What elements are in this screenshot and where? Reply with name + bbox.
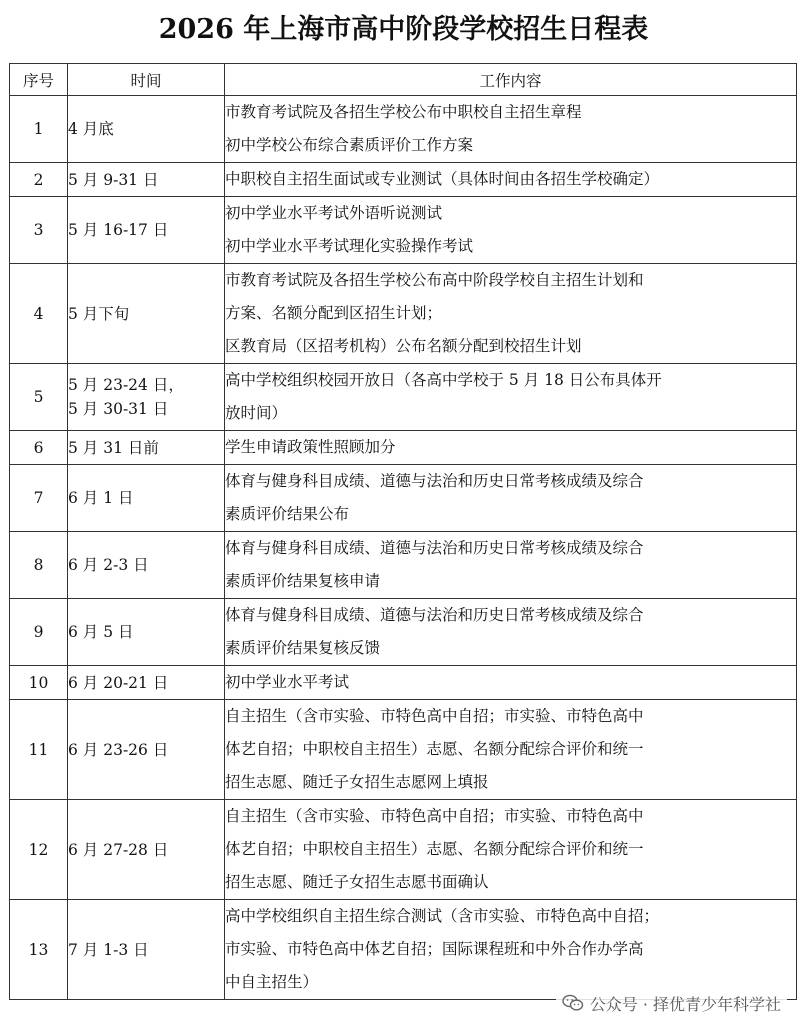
watermark-text: 公众号 · 择优青少年科学社	[589, 994, 781, 1014]
row-time	[68, 465, 225, 532]
row-number: 9	[10, 599, 68, 666]
table-row	[10, 900, 797, 1000]
content-line: 初中学校公布综合素质评价工作方案	[225, 136, 474, 154]
row-content	[225, 700, 797, 800]
time-line: 4 月底	[68, 120, 114, 138]
time-line: 5 月下旬	[68, 304, 130, 323]
content-line: 中自主招生）	[225, 973, 319, 991]
time-line: 6 月 27-28 日	[68, 840, 169, 859]
row-content	[225, 364, 797, 431]
time-line: 5 月 30-31 日	[68, 400, 169, 418]
content-line: 体育与健身科目成绩、道德与法治和历史日常考核成绩及综合	[225, 606, 644, 624]
row-content	[225, 163, 797, 197]
content-line: 市教育考试院及各招生学校公布中职校自主招生章程	[225, 103, 582, 121]
content-line: 方案、名额分配到区招生计划；	[225, 304, 443, 322]
content-line: 市教育考试院及各招生学校公布高中阶段学校自主招生计划和	[225, 271, 644, 289]
row-content	[225, 431, 797, 465]
time-line: 7 月 1-3 日	[68, 940, 149, 959]
row-content	[225, 96, 797, 163]
content-line: 初中学业水平考试理化实验操作考试	[225, 237, 474, 255]
content-line: 市实验、市特色高中体艺自招；国际课程班和中外合作办学高	[225, 940, 644, 958]
row-content	[225, 532, 797, 599]
row-number: 2	[10, 163, 68, 197]
content-line: 素质评价结果公布	[225, 505, 350, 523]
row-content	[225, 666, 797, 700]
time-line: 6 月 5 日	[68, 623, 134, 641]
content-line: 高中学校组织自主招生综合测试（含市实验、市特色高中自招；	[225, 907, 660, 925]
table-header-row	[10, 64, 797, 96]
row-number: 4	[10, 264, 68, 364]
row-time	[68, 666, 225, 700]
row-content	[225, 800, 797, 900]
content-line: 自主招生（含市实验、市特色高中自招；市实验、市特色高中	[225, 807, 644, 825]
time-line: 5 月 31 日前	[68, 438, 159, 457]
table-row	[10, 532, 797, 599]
row-content	[225, 900, 797, 1000]
content-line: 招生志愿、随迁子女招生志愿书面确认	[225, 873, 489, 891]
table-row	[10, 599, 797, 666]
table-row	[10, 364, 797, 431]
table-row	[10, 800, 797, 900]
row-number: 12	[10, 800, 68, 900]
time-line: 6 月 2-3 日	[68, 556, 149, 574]
content-line: 素质评价结果复核反馈	[225, 639, 381, 657]
header-content: 工作内容	[225, 64, 797, 96]
row-number: 1	[10, 96, 68, 163]
wechat-icon	[562, 994, 584, 1012]
content-line: 体艺自招；中职校自主招生）志愿、名额分配综合评价和统一	[225, 740, 644, 758]
content-line: 放时间）	[225, 404, 288, 422]
row-time	[68, 700, 225, 800]
row-number: 7	[10, 465, 68, 532]
content-line: 高中学校组织校园开放日（各高中学校于 5 月 18 日公布具体开	[225, 371, 662, 389]
schedule-table	[9, 63, 797, 1000]
row-time	[68, 197, 225, 264]
row-time	[68, 800, 225, 900]
table-row	[10, 431, 797, 465]
content-line: 体育与健身科目成绩、道德与法治和历史日常考核成绩及综合	[225, 472, 644, 490]
row-number: 6	[10, 431, 68, 465]
content-line: 中职校自主招生面试或专业测试（具体时间由各招生学校确定）	[225, 170, 660, 188]
row-number: 8	[10, 532, 68, 599]
table-row	[10, 700, 797, 800]
row-time	[68, 431, 225, 465]
table-row	[10, 96, 797, 163]
content-line: 体育与健身科目成绩、道德与法治和历史日常考核成绩及综合	[225, 539, 644, 557]
row-content	[225, 197, 797, 264]
row-number: 13	[10, 900, 68, 1000]
row-number: 5	[10, 364, 68, 431]
row-number: 11	[10, 700, 68, 800]
time-line: 6 月 20-21 日	[68, 673, 169, 692]
page-title: 2026 年上海市高中阶段学校招生日程表	[158, 14, 649, 45]
content-line: 招生志愿、随迁子女招生志愿网上填报	[225, 773, 489, 791]
table-row	[10, 197, 797, 264]
row-time	[68, 599, 225, 666]
header-no: 序号	[10, 64, 68, 96]
content-line: 学生申请政策性照顾加分	[225, 438, 396, 456]
time-line: 5 月 16-17 日	[68, 221, 169, 239]
row-number: 10	[10, 666, 68, 700]
row-number: 3	[10, 197, 68, 264]
row-time	[68, 163, 225, 197]
time-line: 5 月 23-24 日，	[68, 376, 184, 394]
table-body	[10, 96, 797, 1000]
header-time: 时间	[68, 64, 225, 96]
time-line: 6 月 23-26 日	[68, 740, 169, 759]
row-time	[68, 364, 225, 431]
row-time	[68, 532, 225, 599]
row-content	[225, 465, 797, 532]
content-line: 自主招生（含市实验、市特色高中自招；市实验、市特色高中	[225, 707, 644, 725]
content-line: 体艺自招；中职校自主招生）志愿、名额分配综合评价和统一	[225, 840, 644, 858]
time-line: 6 月 1 日	[68, 489, 134, 507]
time-line: 5 月 9-31 日	[68, 170, 159, 189]
table-row	[10, 264, 797, 364]
row-content	[225, 599, 797, 666]
content-line: 初中学业水平考试外语听说测试	[225, 204, 443, 222]
row-content	[225, 264, 797, 364]
table-row	[10, 666, 797, 700]
row-time	[68, 96, 225, 163]
row-time	[68, 264, 225, 364]
table-row	[10, 465, 797, 532]
content-line: 素质评价结果复核申请	[225, 572, 381, 590]
watermark	[556, 989, 787, 1017]
content-line: 区教育局（区招考机构）公布名额分配到校招生计划	[225, 337, 582, 355]
table-row	[10, 163, 797, 197]
content-line: 初中学业水平考试	[225, 673, 350, 691]
row-time	[68, 900, 225, 1000]
